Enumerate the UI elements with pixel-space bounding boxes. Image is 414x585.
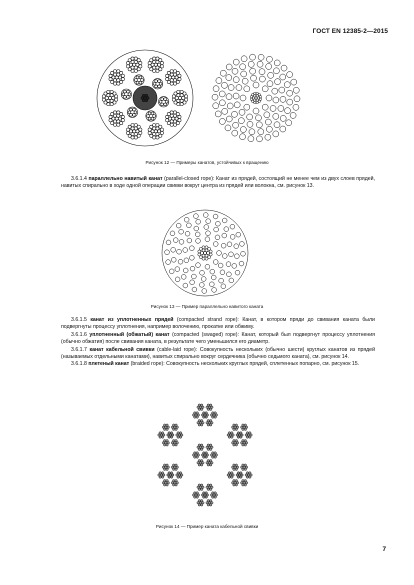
section-3-6-1-7: 3.6.1.7 канат кабельной свивки (cable-laid rope): Совокупность нескольких (обычно шести) круглых канатов из прядей (называемых отдельными канатами), навитых спирально вокруг сердечника (обычно седьмого каната), см. рисунок 14. (61, 346, 375, 361)
term-english: (parallel-closed rope): (164, 176, 215, 182)
figure-13-rope (160, 208, 250, 298)
standard-code: ГОСТ EN 12385-2—2015 (312, 28, 388, 35)
figure-12-caption: Рисунок 12 — Примеры канатов, устойчивых к вращению (145, 160, 269, 165)
section-3-6-1-5: 3.6.1.5 канат из уплотненных прядей (compacted strand rope): Канат, в котором пряди до свивания каната были подвергнуты процессу уплотнения, например волочению, прокатке или обжиму. (61, 317, 375, 331)
section-number: 3.6.1.4 (71, 176, 87, 182)
sections-3-6-1-5-to-8 (61, 317, 375, 369)
term: параллельно навитый канат (88, 176, 163, 182)
page-number: 7 (382, 546, 386, 553)
definition: Канат из прядей, состоящий не менее чем из двух слоев прядей, навитых спирально в ходе одной операции свивки вокруг центра из прядей или волокна, см. рисунок 13. (61, 176, 375, 190)
figure-13-caption: Рисунок 13 — Пример параллельно навитого каната (150, 304, 264, 309)
figure-14-caption: Рисунок 14 — Пример каната кабельной свивки (155, 524, 259, 529)
figure-12-rope-right (210, 52, 302, 144)
section-3-6-1-8: 3.6.1.8 плетеный канат (braided rope): Совокупность нескольких круглых прядей, сплетенных попарно, см. рисунок 15. (71, 361, 360, 368)
figure-14-rope (142, 392, 268, 518)
figure-12-rope-left (95, 48, 195, 148)
section-3-6-1-6: 3.6.1.6 уплотненный (обжатый) канат (compacted (swaged) rope): Канат, который был подвергнут процессу уплотнения (обычно обжатия) после свивания каната, в результате чего уменьшился его диаметр. (61, 331, 375, 346)
section-3-6-1-4 (61, 176, 375, 191)
